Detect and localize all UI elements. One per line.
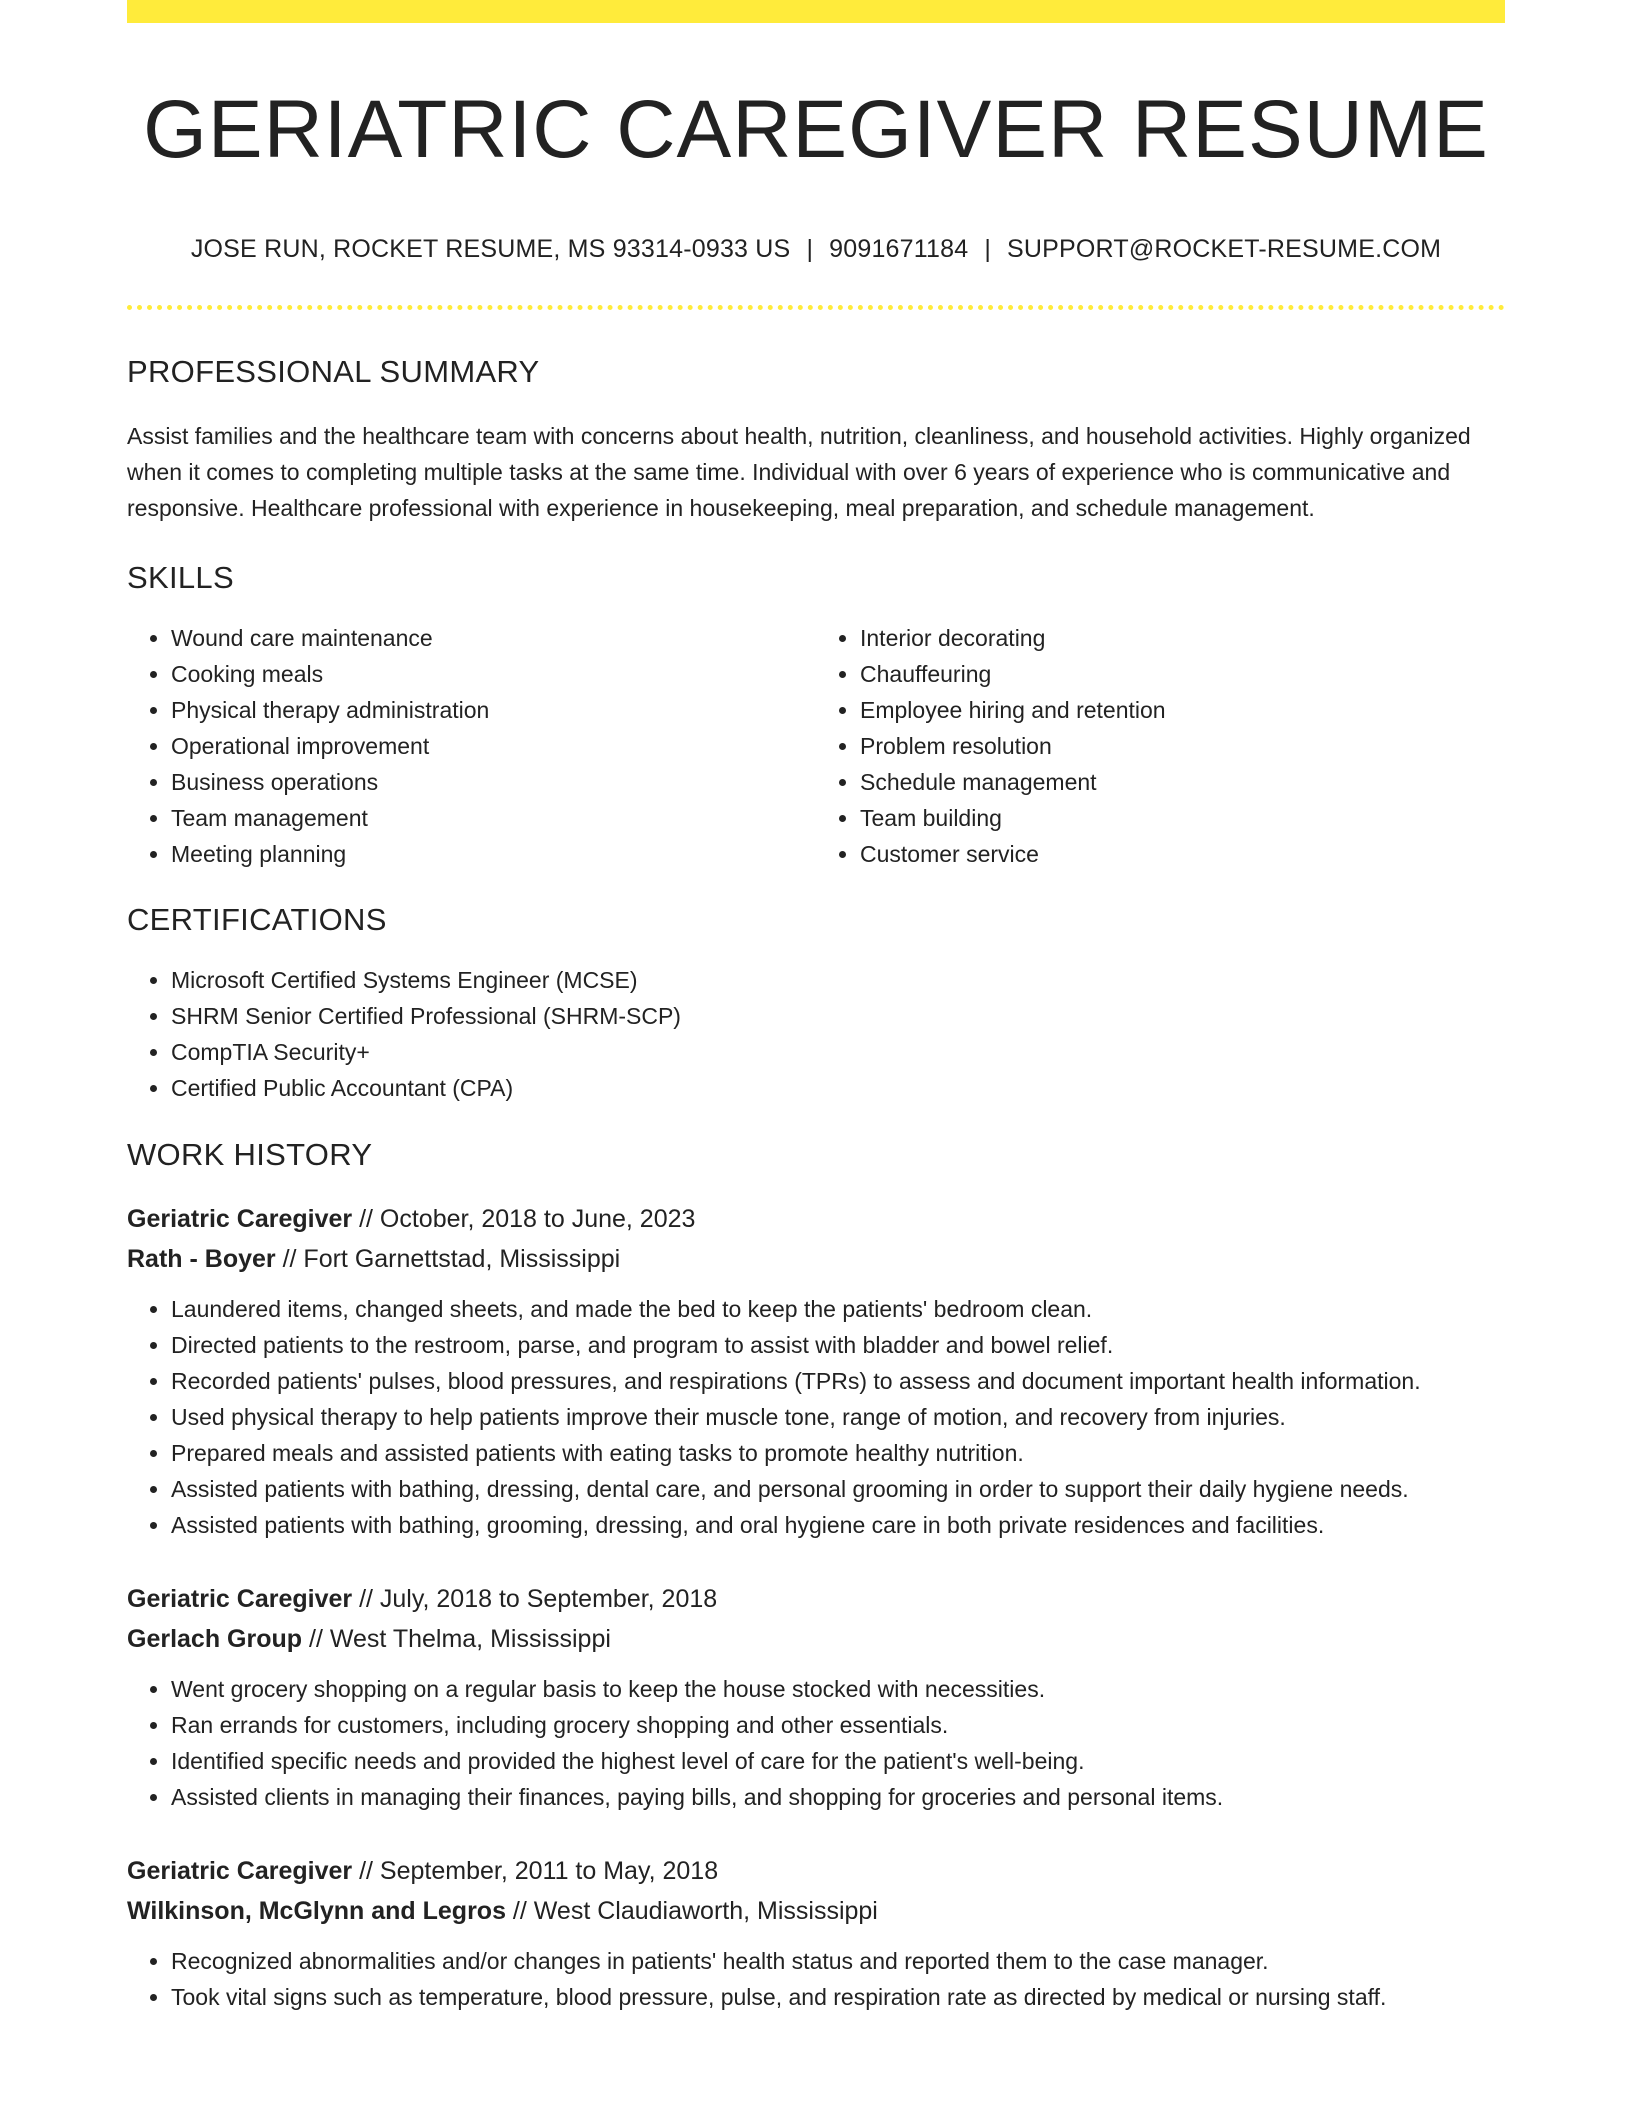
duty-item: • Assisted clients in managing their finances, paying bills, and shopping for groceries and personal items. xyxy=(171,1779,1505,1815)
job-title: Geriatric Caregiver xyxy=(127,1857,353,1886)
job-dates: // September, 2011 to May, 2018 xyxy=(352,1857,719,1886)
certification-item: • Microsoft Certified Systems Engineer (MCSE) xyxy=(171,962,1505,998)
skills-columns xyxy=(127,620,1505,872)
work-history-heading: WORK HISTORY xyxy=(127,1137,373,1173)
certifications-heading: CERTIFICATIONS xyxy=(127,902,387,938)
job-location: // West Thelma, Mississippi xyxy=(302,1625,611,1654)
job-title: Geriatric Caregiver xyxy=(127,1585,353,1614)
skill-item: • Meeting planning xyxy=(171,836,816,872)
job-dates: // October, 2018 to June, 2023 xyxy=(352,1205,696,1234)
certifications-list xyxy=(127,962,1505,1106)
dotted-divider xyxy=(127,305,1505,310)
skill-item: • Interior decorating xyxy=(860,620,1505,656)
job-company: Rath - Boyer xyxy=(127,1245,276,1274)
duty-item: • Recognized abnormalities and/or changes in patients' health status and reported them to the case manager. xyxy=(171,1943,1505,1979)
job-company-line xyxy=(127,1891,1505,1931)
contact-email: SUPPORT@ROCKET-RESUME.COM xyxy=(1007,235,1442,264)
duty-item: • Identified specific needs and provided the highest level of care for the patient's well-being. xyxy=(171,1743,1505,1779)
duty-item: • Laundered items, changed sheets, and made the bed to keep the patients' bedroom clean. xyxy=(171,1291,1505,1327)
skill-item: • Business operations xyxy=(171,764,816,800)
job-entry xyxy=(127,1579,1505,1815)
resume-page xyxy=(127,0,1505,2015)
resume-title: GERIATRIC CAREGIVER RESUME xyxy=(143,84,1489,175)
duty-item: • Ran errands for customers, including grocery shopping and other essentials. xyxy=(171,1707,1505,1743)
job-company-line xyxy=(127,1239,1505,1279)
skill-item: • Customer service xyxy=(860,836,1505,872)
duty-item: • Assisted patients with bathing, dressing, dental care, and personal grooming in order to support their daily hygiene needs. xyxy=(171,1471,1505,1507)
duty-item: • Went grocery shopping on a regular basis to keep the house stocked with necessities. xyxy=(171,1671,1505,1707)
job-title: Geriatric Caregiver xyxy=(127,1205,353,1234)
summary-text: Assist families and the healthcare team with concerns about health, nutrition, cleanliness, and household activities. Highly organized when it comes to completing multiple tasks at the same time. Individual with over 6 years of experience who is communicative and responsive. Healthcare professional with experience in housekeeping, meal preparation, and schedule management. xyxy=(127,423,1471,522)
job-title-line xyxy=(127,1199,1505,1239)
job-location: // West Claudiaworth, Mississippi xyxy=(505,1897,878,1926)
skill-item: • Chauffeuring xyxy=(860,656,1505,692)
job-dates: // July, 2018 to September, 2018 xyxy=(352,1585,718,1614)
job-duties xyxy=(127,1671,1505,1815)
contact-phone: 9091671184 xyxy=(829,235,969,264)
top-accent-bar xyxy=(127,0,1505,23)
summary-heading: PROFESSIONAL SUMMARY xyxy=(127,354,540,390)
skill-item: • Wound care maintenance xyxy=(171,620,816,656)
job-company-line xyxy=(127,1619,1505,1659)
skill-item: • Cooking meals xyxy=(171,656,816,692)
duty-item: • Assisted patients with bathing, grooming, dressing, and oral hygiene care in both private residences and facilities. xyxy=(171,1507,1505,1543)
duty-item: • Prepared meals and assisted patients with eating tasks to promote healthy nutrition. xyxy=(171,1435,1505,1471)
job-entry xyxy=(127,1851,1505,2015)
certification-item: • SHRM Senior Certified Professional (SHRM-SCP) xyxy=(171,998,1505,1034)
certification-item: • CompTIA Security+ xyxy=(171,1034,1505,1070)
duty-item: • Took vital signs such as temperature, blood pressure, pulse, and respiration rate as directed by medical or nursing staff. xyxy=(171,1979,1505,2015)
certification-item: • Certified Public Accountant (CPA) xyxy=(171,1070,1505,1106)
job-company: Gerlach Group xyxy=(127,1625,303,1654)
duty-item: • Used physical therapy to help patients improve their muscle tone, range of motion, and recovery from injuries. xyxy=(171,1399,1505,1435)
duty-item: • Directed patients to the restroom, parse, and program to assist with bladder and bowel relief. xyxy=(171,1327,1505,1363)
contact-separator: | xyxy=(806,235,814,264)
job-company: Wilkinson, McGlynn and Legros xyxy=(127,1897,506,1926)
job-location: // Fort Garnettstad, Mississippi xyxy=(275,1245,621,1274)
skill-item: • Team building xyxy=(860,800,1505,836)
contact-address: JOSE RUN, ROCKET RESUME, MS 93314-0933 US xyxy=(190,235,791,264)
job-duties xyxy=(127,1291,1505,1543)
skill-item: • Physical therapy administration xyxy=(171,692,816,728)
job-title-line xyxy=(127,1579,1505,1619)
skill-item: • Schedule management xyxy=(860,764,1505,800)
skills-heading: SKILLS xyxy=(127,560,234,596)
job-title-line xyxy=(127,1851,1505,1891)
skills-list-right xyxy=(816,620,1505,872)
skill-item: • Employee hiring and retention xyxy=(860,692,1505,728)
skill-item: • Operational improvement xyxy=(171,728,816,764)
skill-item: • Team management xyxy=(171,800,816,836)
skill-item: • Problem resolution xyxy=(860,728,1505,764)
contact-separator: | xyxy=(984,235,992,264)
job-entry xyxy=(127,1199,1505,1543)
duty-item: • Recorded patients' pulses, blood pressures, and respirations (TPRs) to assess and document important health information. xyxy=(171,1363,1505,1399)
contact-line xyxy=(127,235,1505,264)
job-duties xyxy=(127,1943,1505,2015)
skills-list-left xyxy=(127,620,816,872)
